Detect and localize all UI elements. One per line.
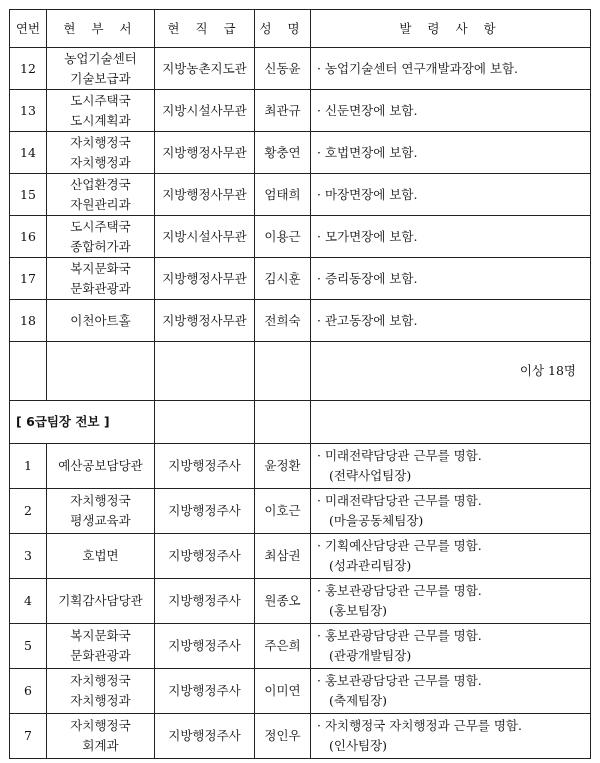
- order-text: · 홍보관광담당관 근무를 명함.: [317, 583, 482, 598]
- table-body-team-leaders: [10, 444, 591, 759]
- header-row: [10, 10, 591, 48]
- department-line: 자치행정국: [70, 673, 131, 688]
- table-row: [10, 132, 591, 174]
- header-name: 성 명: [255, 10, 311, 48]
- order-text: · 미래전략담당관 근무를 명함.: [317, 448, 482, 463]
- blank-cell: [311, 401, 591, 444]
- order-text: · 자치행정국 자치행정과 근무를 명함.: [317, 718, 522, 733]
- department-line: 문화관광과: [70, 648, 131, 663]
- department-line: 종합허가과: [70, 238, 131, 254]
- department-line: 자치행정과: [70, 693, 131, 708]
- rank-cell: 지방행정주사: [155, 714, 255, 759]
- order-notes-cell: [311, 300, 591, 342]
- order-notes-cell: [311, 48, 591, 90]
- order-notes-cell: [311, 489, 591, 534]
- table-row: [10, 579, 591, 624]
- order-subtitle: (관광개발팀장): [329, 648, 412, 663]
- name-cell: 이호근: [255, 489, 311, 534]
- order-text: · 홍보관광담당관 근무를 명함.: [317, 628, 482, 643]
- rank-cell: 지방시설사무관: [155, 90, 255, 132]
- rank-cell: 지방행정사무관: [155, 258, 255, 300]
- table-row: [10, 669, 591, 714]
- name-cell: 김시훈: [255, 258, 311, 300]
- order-text: · 홍보관광담당관 근무를 명함.: [317, 673, 482, 688]
- row-number: 12: [10, 48, 47, 90]
- department-line: 자원관리과: [70, 196, 131, 212]
- row-number: 15: [10, 174, 47, 216]
- order-notes-cell: [311, 174, 591, 216]
- blank-cell: [47, 342, 155, 401]
- department-line: 이천아트홀: [70, 312, 131, 328]
- order-notes-cell: [311, 579, 591, 624]
- table-row: [10, 624, 591, 669]
- table-row: [10, 714, 591, 759]
- table-row: [10, 489, 591, 534]
- department-line: 호법면: [82, 548, 119, 563]
- section-header-row: [10, 401, 591, 444]
- order-subtitle: (축제팀장): [329, 693, 388, 708]
- table-row: [10, 444, 591, 489]
- blank-cell: [255, 342, 311, 401]
- department-line: 예산공보담당관: [58, 458, 143, 473]
- row-number: 18: [10, 300, 47, 342]
- name-cell: 최삼권: [255, 534, 311, 579]
- row-number: 17: [10, 258, 47, 300]
- rank-cell: 지방행정주사: [155, 444, 255, 489]
- department-line: 복지문화국: [70, 628, 131, 643]
- rank-cell: 지방행정주사: [155, 669, 255, 714]
- department-line: 농업기술센터: [64, 50, 137, 66]
- order-subtitle: (인사팀장): [329, 738, 388, 753]
- order-notes-cell: [311, 669, 591, 714]
- personnel-table: [9, 9, 591, 759]
- table-body-transfers: [10, 48, 591, 342]
- table-row: [10, 258, 591, 300]
- order-subtitle: (홍보팀장): [329, 603, 388, 618]
- department-line: 자치행정과: [70, 154, 131, 170]
- rank-cell: 지방행정주사: [155, 579, 255, 624]
- rank-cell: 지방행정사무관: [155, 132, 255, 174]
- order-notes-cell: [311, 444, 591, 489]
- name-cell: 이미연: [255, 669, 311, 714]
- row-number: 16: [10, 216, 47, 258]
- rank-cell: 지방행정주사: [155, 534, 255, 579]
- row-number: 4: [10, 579, 47, 624]
- department-line: 도시계획과: [70, 112, 131, 128]
- department-cell: [47, 714, 155, 759]
- order-text: · 관고동장에 보함.: [317, 312, 418, 328]
- order-text: · 호법면장에 보함.: [317, 144, 418, 160]
- summary-count: 이상 18명: [311, 342, 591, 401]
- order-notes-cell: [311, 90, 591, 132]
- row-number: 5: [10, 624, 47, 669]
- department-line: 회계과: [82, 738, 119, 753]
- department-line: 평생교육과: [70, 513, 131, 528]
- row-number: 6: [10, 669, 47, 714]
- blank-cell: [155, 342, 255, 401]
- name-cell: 원종오: [255, 579, 311, 624]
- order-notes-cell: [311, 216, 591, 258]
- name-cell: 윤정환: [255, 444, 311, 489]
- department-cell: [47, 489, 155, 534]
- row-number: 14: [10, 132, 47, 174]
- department-cell: [47, 132, 155, 174]
- order-text: · 모가면장에 보함.: [317, 228, 418, 244]
- department-cell: [47, 444, 155, 489]
- blank-cell: [10, 342, 47, 401]
- name-cell: 최관규: [255, 90, 311, 132]
- order-subtitle: (전략사업팀장): [329, 468, 412, 483]
- rank-cell: 지방농촌지도관: [155, 48, 255, 90]
- order-text: · 기획예산담당관 근무를 명함.: [317, 538, 482, 553]
- name-cell: 엄태희: [255, 174, 311, 216]
- order-text: · 신둔면장에 보함.: [317, 102, 418, 118]
- rank-cell: 지방시설사무관: [155, 216, 255, 258]
- row-number: 3: [10, 534, 47, 579]
- department-line: 기술보급과: [70, 70, 131, 86]
- order-notes-cell: [311, 534, 591, 579]
- header-dept: 현 부 서: [47, 10, 155, 48]
- department-cell: [47, 48, 155, 90]
- department-line: 문화관광과: [70, 280, 131, 296]
- order-text: · 증리동장에 보함.: [317, 270, 418, 286]
- department-line: 도시주택국: [70, 218, 131, 234]
- table-row: [10, 534, 591, 579]
- department-line: 기획감사담당관: [58, 593, 143, 608]
- department-cell: [47, 300, 155, 342]
- department-cell: [47, 579, 155, 624]
- section-title: [ 6급팀장 전보 ]: [10, 401, 155, 444]
- department-cell: [47, 534, 155, 579]
- blank-cell: [155, 401, 255, 444]
- department-cell: [47, 216, 155, 258]
- order-notes-cell: [311, 624, 591, 669]
- department-cell: [47, 624, 155, 669]
- table-row: [10, 48, 591, 90]
- row-number: 13: [10, 90, 47, 132]
- order-notes-cell: [311, 258, 591, 300]
- name-cell: 황충연: [255, 132, 311, 174]
- order-text: · 미래전략담당관 근무를 명함.: [317, 493, 482, 508]
- rank-cell: 지방행정사무관: [155, 300, 255, 342]
- table-row: [10, 174, 591, 216]
- department-line: 산업환경국: [70, 176, 131, 192]
- name-cell: 신동윤: [255, 48, 311, 90]
- name-cell: 정인우: [255, 714, 311, 759]
- order-subtitle: (성과관리팀장): [329, 558, 412, 573]
- order-text: · 농업기술센터 연구개발과장에 보함.: [317, 60, 518, 76]
- department-cell: [47, 669, 155, 714]
- order-notes-cell: [311, 132, 591, 174]
- personnel-order-document: [9, 9, 590, 759]
- row-number: 1: [10, 444, 47, 489]
- table-row: [10, 90, 591, 132]
- table-row: [10, 216, 591, 258]
- header-no: 연번: [10, 10, 47, 48]
- department-line: 자치행정국: [70, 493, 131, 508]
- order-text: · 마장면장에 보함.: [317, 186, 418, 202]
- name-cell: 전희숙: [255, 300, 311, 342]
- order-notes-cell: [311, 714, 591, 759]
- row-number: 7: [10, 714, 47, 759]
- row-number: 2: [10, 489, 47, 534]
- header-rank: 현 직 급: [155, 10, 255, 48]
- department-line: 자치행정국: [70, 718, 131, 733]
- department-cell: [47, 174, 155, 216]
- order-subtitle: (마을공동체팀장): [329, 513, 424, 528]
- rank-cell: 지방행정사무관: [155, 174, 255, 216]
- name-cell: 이용근: [255, 216, 311, 258]
- header-notes: 발 령 사 항: [311, 10, 591, 48]
- summary-row: [10, 342, 591, 401]
- table-body-summary: [10, 342, 591, 444]
- name-cell: 주은희: [255, 624, 311, 669]
- department-line: 복지문화국: [70, 260, 131, 276]
- table-row: [10, 300, 591, 342]
- department-cell: [47, 258, 155, 300]
- blank-cell: [255, 401, 311, 444]
- rank-cell: 지방행정주사: [155, 489, 255, 534]
- department-cell: [47, 90, 155, 132]
- department-line: 자치행정국: [70, 134, 131, 150]
- department-line: 도시주택국: [70, 92, 131, 108]
- rank-cell: 지방행정주사: [155, 624, 255, 669]
